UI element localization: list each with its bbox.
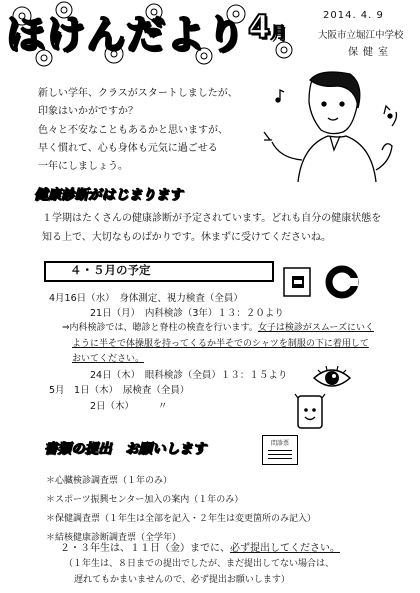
deadline-note: （１年生は、８日までの提出でしたが、まだ提出してない場合は、 遅れてもかまいませんので、必ず提出お願いします）	[64, 559, 335, 585]
eye-icon	[312, 364, 352, 392]
newsletter-title: ほけんだより	[6, 13, 247, 58]
office-name: 保健室	[348, 47, 393, 58]
list-item: ＊心臓検診調査票（１年のみ）	[46, 476, 173, 486]
section-heading-checkups: 健康診断がはじまります	[34, 187, 183, 203]
documents-list	[46, 472, 316, 548]
questionnaire-form-icon: 問診票	[262, 435, 298, 465]
schedule-row-1: 4月16日（水） 身体測定、視力検査（全員）	[49, 293, 243, 304]
deadline-text: ２・３年生は、１１日（金）までに、必ず提出してください。	[60, 543, 340, 554]
checkup-note-line3: おいてください。	[72, 354, 145, 364]
schedule-row-5: 2日（木） 〃	[90, 401, 168, 412]
schedule-row-3: 24日（木） 眼科検診（全員）１３：１５より	[90, 370, 288, 381]
schedule-row-4: 5月 1日（木） 尿検査（全員）	[49, 385, 190, 396]
schedule-banner: ４・５月の予定	[70, 263, 151, 277]
checkups-paragraph: １学期はたくさんの健康診断が予定されています。どれも自分の健康状態を 知る上で、大切なものばかりです。休まずに受けてくださいね。	[42, 213, 382, 243]
list-item: ＊スポーツ振興センター加入の案内（１年のみ）	[46, 495, 244, 505]
eye-chart-icon	[282, 262, 372, 302]
month-label: 4月	[248, 8, 287, 46]
list-item: ＊結核健康診断調査票（全学年）	[46, 533, 182, 543]
urine-cup-icon	[292, 392, 328, 432]
checkup-note-line2: ように半そで体操服を持ってくるか半そでのシャツを制服の下に着用して	[72, 339, 369, 349]
issue-date: 2014. 4. 9	[323, 10, 384, 21]
list-item: ＊保健調査票（１年生は全部を記入・２年生は変更箇所のみ記入）	[46, 514, 317, 524]
checkup-note: ⇒内科検診では、聴診と脊柱の検査を行います。女子は検診がスムーズにいく	[62, 323, 374, 333]
schedule-row-2: 21日（月） 内科検診（3年）１３：２０より	[90, 308, 284, 319]
nurse-illustration	[258, 70, 410, 182]
school-name: 大阪市立堀江中学校	[318, 30, 404, 41]
intro-message: 新しい学年、クラスがスタートしましたが、 印象はいかがですか？ 色々と不安なこともあるかと思いますが、 早く慣れて、心も身体も元気に過ごせる 一年にしましょう。	[38, 88, 238, 173]
section-heading-documents: 書類の提出 お願いします	[44, 441, 206, 457]
